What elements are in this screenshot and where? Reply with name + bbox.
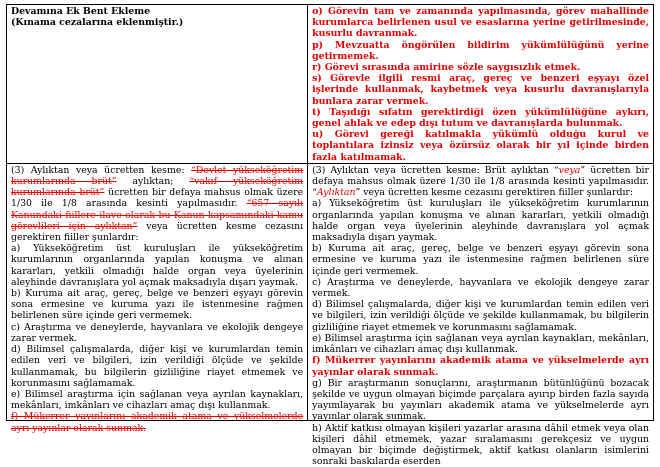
- list-item: d) Bilimsel çalışmalarda, diğer kişi ve kurumlardan temin edilen veri ve bilgileri, izin verildiği ölçüde ve şekilde kullanmamak, bu bilgilerin gizliliğine riayet etmemek ve korunmasını sağlamamak.: [312, 299, 649, 333]
- cell-subheading: (Kınama cezalarına eklenmiştir.): [11, 17, 184, 29]
- amended-list-item: f) Mükerrer yayınlarını akademik atama ve yükselmelerde ayrı yayınlar olarak sunmak.: [312, 355, 649, 378]
- list-item: s) Görevle ilgili resmi araç, gereç ve benzeri eşyayı özel işlerinde kullanmak, kaybetmek veya kusurlu davranışlarıyla bunlara zarar vermek.: [312, 73, 649, 107]
- intro-text: ” veya ücretten kesme cezasını gerektiren fiiller şunlardır:: [355, 187, 634, 199]
- list-item: c) Araştırma ve deneylerde, hayvanlara ve ekolojik dengeye zarar vermek.: [312, 276, 649, 300]
- list-item: h) Aktif katkısı olmayan kişileri yazarlar arasına dâhil etmek veya olan kişileri dâhil etmemek, yazar sıralamasını gerekçesiz ve uygun olmayan bir biçimde değiştirmek, aktif katkısı olanların isimlerini sonraki baskılarda eserden: [312, 422, 649, 467]
- list-item: u) Görevi gereği katılmakla yükümlü olduğu kurul ve toplantılara izinsiz veya özürsüz olarak bir yıl içinde birden fazla katılmamak.: [312, 129, 649, 163]
- intro-text: (3) Aylıktan veya ücretten kesme: Brüt aylıktan “: [312, 164, 559, 176]
- deleted-text: “vakıf yükseköğretim kurumlarında brüt”: [11, 176, 304, 199]
- list-item: b) Kuruma ait araç, gereç, belge ve benzeri eşyayı görevin sona ermesine ve kuruma yazı ile istenmesine rağmen belirlenen süre içinde geri vermemek.: [312, 243, 649, 277]
- list-item: a) Yükseköğretim üst kuruluşları ile yükseköğretim kurumlarının organlarında yapılan konuşma ve alınan kararları, yetkili olmadığı halde organ veya üyelerinin aleyhinde davranışlara yol açmak maksadıyla dışarı yaymak.: [312, 198, 649, 244]
- deleted-list-item: f) Mükerrer yayınlarını akademik atama ve yükselmelerde ayrı yayınlar olarak sunmak.: [11, 411, 304, 434]
- list-item: a) Yükseköğretim üst kuruluşları ile yükseköğretim kurumlarının organlarında yapılan konuşma ve alınan kararları, yetkili olmadığı halde organ veya üyelerinin aleyhinde davranışlara yol açmak maksadıyla dışarı yaymak.: [11, 243, 304, 288]
- intro-paragraph: [11, 165, 303, 243]
- list-item: e) Bilimsel araştırma için sağlanan veya ayrılan kaynakları, mekânları, imkânları ve cihazları amaç dışı kullanmak.: [312, 332, 649, 356]
- intro-paragraph: [312, 165, 649, 199]
- inserted-text: veya: [558, 164, 581, 176]
- intro-text: ücretten bir defaya mahsus olmak üzere 1/30 ile 1/8 arasında kesinti yapılmasıdır.: [11, 187, 304, 210]
- deleted-text: “Devlet yükseköğretim kurumlarında brüt”: [11, 164, 304, 188]
- inserted-text: Aylıktan: [316, 187, 356, 199]
- table-row: [7, 163, 654, 420]
- row1-right-cell: [308, 5, 654, 164]
- intro-text: veya ücretten kesme cezasını gerektiren fiiller şunlardır:: [11, 220, 304, 244]
- row2-right-cell: [308, 163, 654, 467]
- row2-left-cell: [7, 163, 308, 434]
- list-item: t) Taşıdığı sıfatın gerektirdiği özen yükümlülüğüne aykırı, genel ahlak ve edep dışı tutum ve davranışlarda bulunmak.: [312, 106, 649, 130]
- list-item: d) Bilimsel çalışmalarda, diğer kişi ve kurumlardan temin edilen veri ve bilgileri, izin verildiği ölçüde ve şekilde kullanmamak, bu bilgilerin gizliliğine riayet etmemek ve korunmasını sağlamamak.: [11, 344, 304, 389]
- deleted-text: “657 sayılı Kanundaki fiillere ilave olarak bu Kanun kapsamındaki kamu görevlileri için aylıktan”: [11, 198, 304, 232]
- cell-heading: Devamına Ek Bent Ekleme: [11, 6, 151, 17]
- list-item: b) Kuruma ait araç, gereç, belge ve benzeri eşyayı görevin sona ermesine ve kuruma yazı ile istenmesine rağmen belirlenen süre içinde geri vermemek.: [11, 288, 304, 322]
- list-item: r) Görevi sırasında amirine sözle saygısızlık etmek.: [312, 62, 581, 74]
- intro-text: ” ücretten bir defaya mahsus olmak üzere 1/30 ile 1/8 arasında kesinti yapılmasıdır. “: [312, 164, 649, 199]
- list-item: p) Mevzuatta öngörülen bildirim yükümlülüğünü yerine getirmemek.: [312, 39, 649, 62]
- comparison-table: [6, 4, 654, 467]
- list-item: o) Görevin tam ve zamanında yapılmasında, görev mahallinde kurumlarca belirlenen usul ve esaslarına yerine getirilmesinde, kusurlu davranmak.: [312, 6, 649, 40]
- intro-text: aylıktan;: [116, 176, 190, 188]
- row1-left-cell: [7, 5, 308, 164]
- list-item: g) Bir araştırmanın sonuçlarını, araştırmanın bütünlüğünü bozacak şekilde ve uygun olmayan biçimde parçalara ayırıp birden fazla sayıda yayımlayarak bu yayınları akademik atama ve yükselmelerde ayrı yayınlar olarak sunmak.: [312, 377, 649, 423]
- list-item: e) Bilimsel araştırma için sağlanan veya ayrılan kaynakları, mekânları, imkânları ve cihazları amaç dışı kullanmak.: [11, 388, 304, 412]
- list-item: c) Araştırma ve deneylerde, hayvanlara ve ekolojik dengeye zarar vermek.: [11, 321, 304, 344]
- intro-text: (3) Aylıktan veya ücretten kesme:: [11, 164, 192, 176]
- table-row: [7, 5, 654, 164]
